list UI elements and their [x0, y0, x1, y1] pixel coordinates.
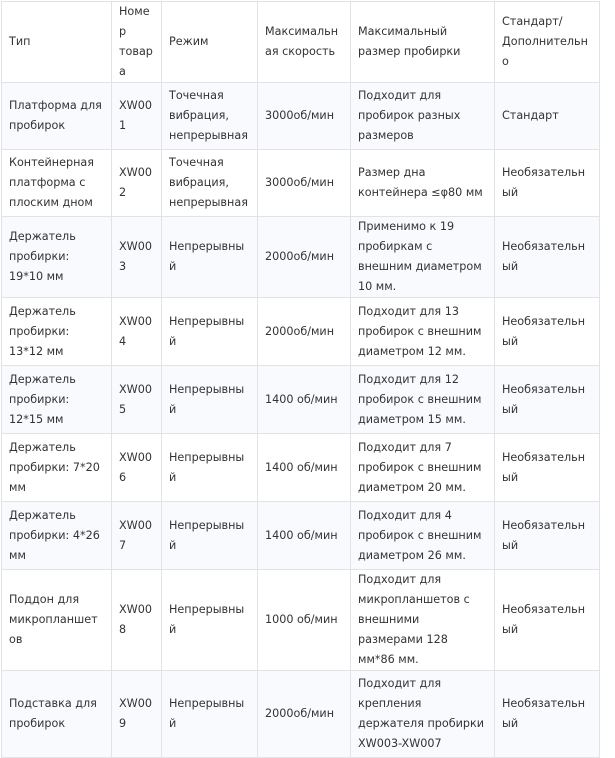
cell-max-tube-size: Подходит для 12 пробирок с внешним диаметром 15 мм. [351, 366, 495, 434]
cell-max-speed: 3000об/мин [258, 83, 351, 150]
header-max-speed: Максимальная скорость [258, 2, 351, 83]
cell-item-number: XW004 [112, 298, 162, 366]
cell-type: Держатель пробирки: 13*12 мм [2, 298, 112, 366]
header-item-number: Номер товара [112, 2, 162, 83]
cell-type: Контейнерная платформа с плоским дном [2, 150, 112, 217]
cell-standard-optional: Необязательный [495, 671, 600, 758]
cell-standard-optional: Необязательный [495, 366, 600, 434]
cell-type: Платформа для пробирок [2, 83, 112, 150]
cell-mode: Точечная вибрация, непрерывная [162, 83, 258, 150]
table-row [2, 150, 600, 217]
cell-standard-optional: Необязательный [495, 570, 600, 671]
cell-item-number: XW003 [112, 217, 162, 298]
header-type: Тип [2, 2, 112, 83]
cell-max-tube-size: Подходит для 7 пробирок с внешним диаметром 20 мм. [351, 434, 495, 502]
cell-item-number: XW002 [112, 150, 162, 217]
table-row [2, 434, 600, 502]
cell-max-speed: 2000об/мин [258, 671, 351, 758]
cell-standard-optional: Необязательный [495, 502, 600, 570]
cell-max-tube-size: Подходит для микропланшетов с внешними размерами 128 мм*86 мм. [351, 570, 495, 671]
cell-item-number: XW007 [112, 502, 162, 570]
cell-type: Подставка для пробирок [2, 671, 112, 758]
table-row [2, 502, 600, 570]
specifications-table [1, 1, 600, 758]
cell-mode: Точечная вибрация, непрерывная [162, 150, 258, 217]
cell-max-speed: 1400 об/мин [258, 434, 351, 502]
cell-item-number: XW005 [112, 366, 162, 434]
cell-max-speed: 2000об/мин [258, 217, 351, 298]
cell-item-number: XW008 [112, 570, 162, 671]
cell-max-tube-size: Подходит для 4 пробирок с внешним диаметром 26 мм. [351, 502, 495, 570]
table-row [2, 671, 600, 758]
table-row [2, 570, 600, 671]
cell-max-speed: 2000об/мин [258, 298, 351, 366]
cell-item-number: XW009 [112, 671, 162, 758]
cell-max-speed: 3000об/мин [258, 150, 351, 217]
table-row [2, 298, 600, 366]
cell-mode: Непрерывный [162, 217, 258, 298]
cell-mode: Непрерывный [162, 298, 258, 366]
cell-mode: Непрерывный [162, 502, 258, 570]
cell-mode: Непрерывный [162, 570, 258, 671]
cell-type: Держатель пробирки: 4*26 мм [2, 502, 112, 570]
cell-standard-optional: Стандарт [495, 83, 600, 150]
header-standard-optional: Стандарт/ Дополнительно [495, 2, 600, 83]
cell-max-speed: 1400 об/мин [258, 502, 351, 570]
cell-max-tube-size: Применимо к 19 пробиркам с внешним диаметром 10 мм. [351, 217, 495, 298]
cell-max-tube-size: Подходит для крепления держателя пробирки XW003-XW007 [351, 671, 495, 758]
cell-mode: Непрерывный [162, 434, 258, 502]
cell-mode: Непрерывный [162, 671, 258, 758]
cell-item-number: XW006 [112, 434, 162, 502]
cell-max-speed: 1400 об/мин [258, 366, 351, 434]
header-mode: Режим [162, 2, 258, 83]
cell-type: Держатель пробирки: 19*10 мм [2, 217, 112, 298]
table-row [2, 83, 600, 150]
table-row [2, 366, 600, 434]
cell-standard-optional: Необязательный [495, 217, 600, 298]
cell-standard-optional: Необязательный [495, 434, 600, 502]
cell-max-speed: 1000 об/мин [258, 570, 351, 671]
cell-max-tube-size: Подходит для пробирок разных размеров [351, 83, 495, 150]
cell-standard-optional: Необязательный [495, 298, 600, 366]
cell-max-tube-size: Размер дна контейнера ≤φ80 мм [351, 150, 495, 217]
header-max-tube-size: Максимальный размер пробирки [351, 2, 495, 83]
cell-item-number: XW001 [112, 83, 162, 150]
cell-type: Поддон для микропланшетов [2, 570, 112, 671]
cell-standard-optional: Необязательный [495, 150, 600, 217]
cell-type: Держатель пробирки: 7*20 мм [2, 434, 112, 502]
cell-mode: Непрерывный [162, 366, 258, 434]
cell-type: Держатель пробирки: 12*15 мм [2, 366, 112, 434]
table-header-row [2, 2, 600, 83]
cell-max-tube-size: Подходит для 13 пробирок с внешним диаметром 12 мм. [351, 298, 495, 366]
table-row [2, 217, 600, 298]
